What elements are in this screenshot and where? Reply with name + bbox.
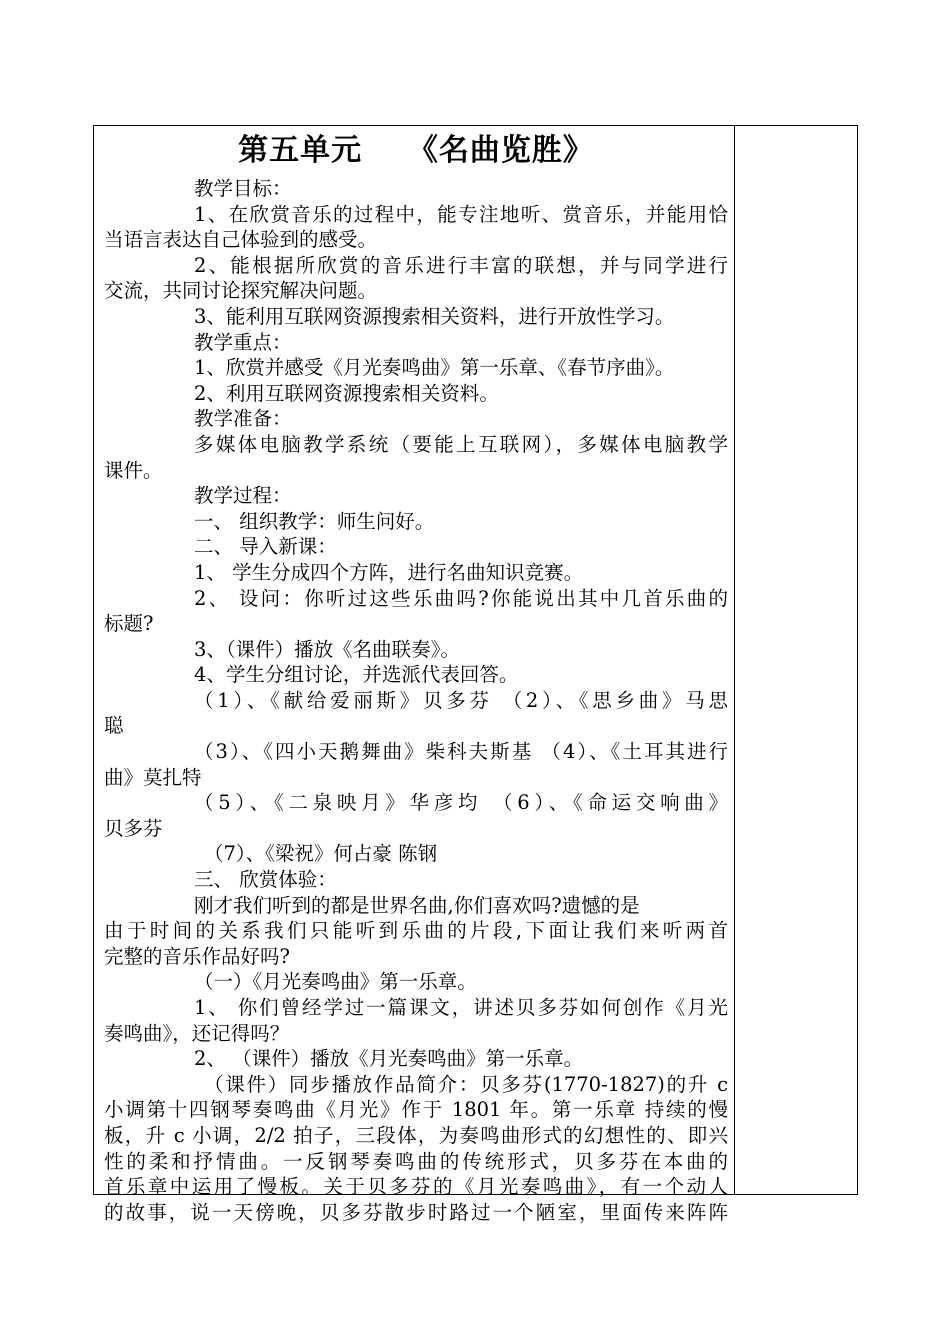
heading-objectives: 教学目标： (194, 177, 292, 200)
page-title: 第五单元 《名曲览胜》 (238, 133, 594, 168)
notes-cell (735, 126, 857, 1194)
text-line: 小调第十四钢琴奏鸣曲《月光》作于 1801 年。第一乐章 持续的慢 (104, 1098, 728, 1122)
text-line: 2、能根据所欣赏的音乐进行丰富的联想，并与同学进行 (194, 253, 728, 277)
heading-process: 教学过程： (194, 484, 292, 508)
text-line: 3、能利用互联网资源搜索相关资料，进行开放性学习。 (194, 304, 675, 328)
text-line: （5）、《二泉映月》华彦均 （6）、《命运交响曲》 (194, 791, 728, 815)
text-line: 4、学生分组讨论，并选派代表回答。 (194, 663, 519, 687)
text-line: 多媒体电脑教学系统（要能上互联网），多媒体电脑教学 (194, 432, 728, 456)
text-line: 2、 （课件）播放《月光奏鸣曲》第一乐章。 (194, 1047, 584, 1071)
text-line: 性的柔和抒情曲。一反钢琴奏鸣曲的传统形式，贝多芬在本曲的 (104, 1149, 728, 1173)
heading-key-points: 教学重点： (194, 330, 292, 354)
text-line: 的故事，说一天傍晚，贝多芬散步时路过一个陋室，里面传来阵阵 (104, 1200, 728, 1224)
lesson-plan-table (93, 125, 858, 1224)
text-line: 贝多芬 (104, 816, 163, 840)
text-line: 一、 组织教学：师生问好。 (194, 509, 435, 533)
text-line: （一）《月光奏鸣曲》第一乐章。 (194, 970, 477, 994)
text-line: 由于时间的关系我们只能听到乐曲的片段,下面让我们来听两首 (104, 919, 728, 943)
text-line: 刚才我们听到的都是世界名曲,你们喜欢吗?遗憾的是 (194, 893, 640, 917)
text-line: 3、（课件）播放《名曲联奏》。 (194, 637, 460, 661)
text-line: 1、 你们曾经学过一篇课文，讲述贝多芬如何创作《月光 (194, 996, 728, 1019)
text-line: 2、利用互联网资源搜索相关资料。 (194, 381, 499, 405)
text-line: 三、 欣赏体验： (194, 868, 337, 892)
text-line: 二、 导入新课： (194, 535, 337, 559)
text-line: 课件。 (104, 458, 163, 482)
text-line: 板，升 c 小调，2/2 拍子，三段体，为奏鸣曲形式的幻想性的、即兴 (104, 1123, 728, 1147)
text-line: 1、 学生分成四个方阵，进行名曲知识竞赛。 (194, 560, 584, 584)
text-line: （课件）同步播放作品简介：贝多芬(1770-1827)的升 c (204, 1072, 728, 1096)
text-line: 聪 (104, 714, 124, 738)
heading-preparation: 教学准备： (194, 407, 292, 431)
text-line: 奏鸣曲》，还记得吗？ (104, 1021, 290, 1045)
text-line: （3）、《四小天鹅舞曲》柴科夫斯基 （4）、《土耳其进行 (194, 740, 728, 764)
text-line: （1）、《献给爱丽斯》贝多芬 （2）、《思乡曲》马思 (194, 688, 728, 712)
text-line: 2、 设问：你听过这些乐曲吗?你能说出其中几首乐曲的 (194, 586, 728, 610)
text-line: 1、欣赏并感受《月光奏鸣曲》第一乐章、《春节序曲》。 (194, 356, 675, 380)
text-line: 交流，共同讨论探究解决问题。 (104, 279, 378, 303)
text-line: 完整的音乐作品好吗? (104, 944, 290, 968)
content-cell (94, 126, 735, 1224)
text-line: 首乐章中运用了慢板。关于贝多芬的《月光奏鸣曲》，有一个动人 (104, 1175, 728, 1199)
text-line: 标题? (104, 612, 154, 636)
text-line: 1、在欣赏音乐的过程中，能专注地听、赏音乐，并能用恰 (194, 202, 728, 226)
text-line: 曲》莫扎特 (104, 765, 202, 789)
text-line: 当语言表达自己体验到的感受。 (104, 228, 378, 252)
text-line: （7）、《梁祝》何占豪 陈钢 (204, 842, 438, 866)
